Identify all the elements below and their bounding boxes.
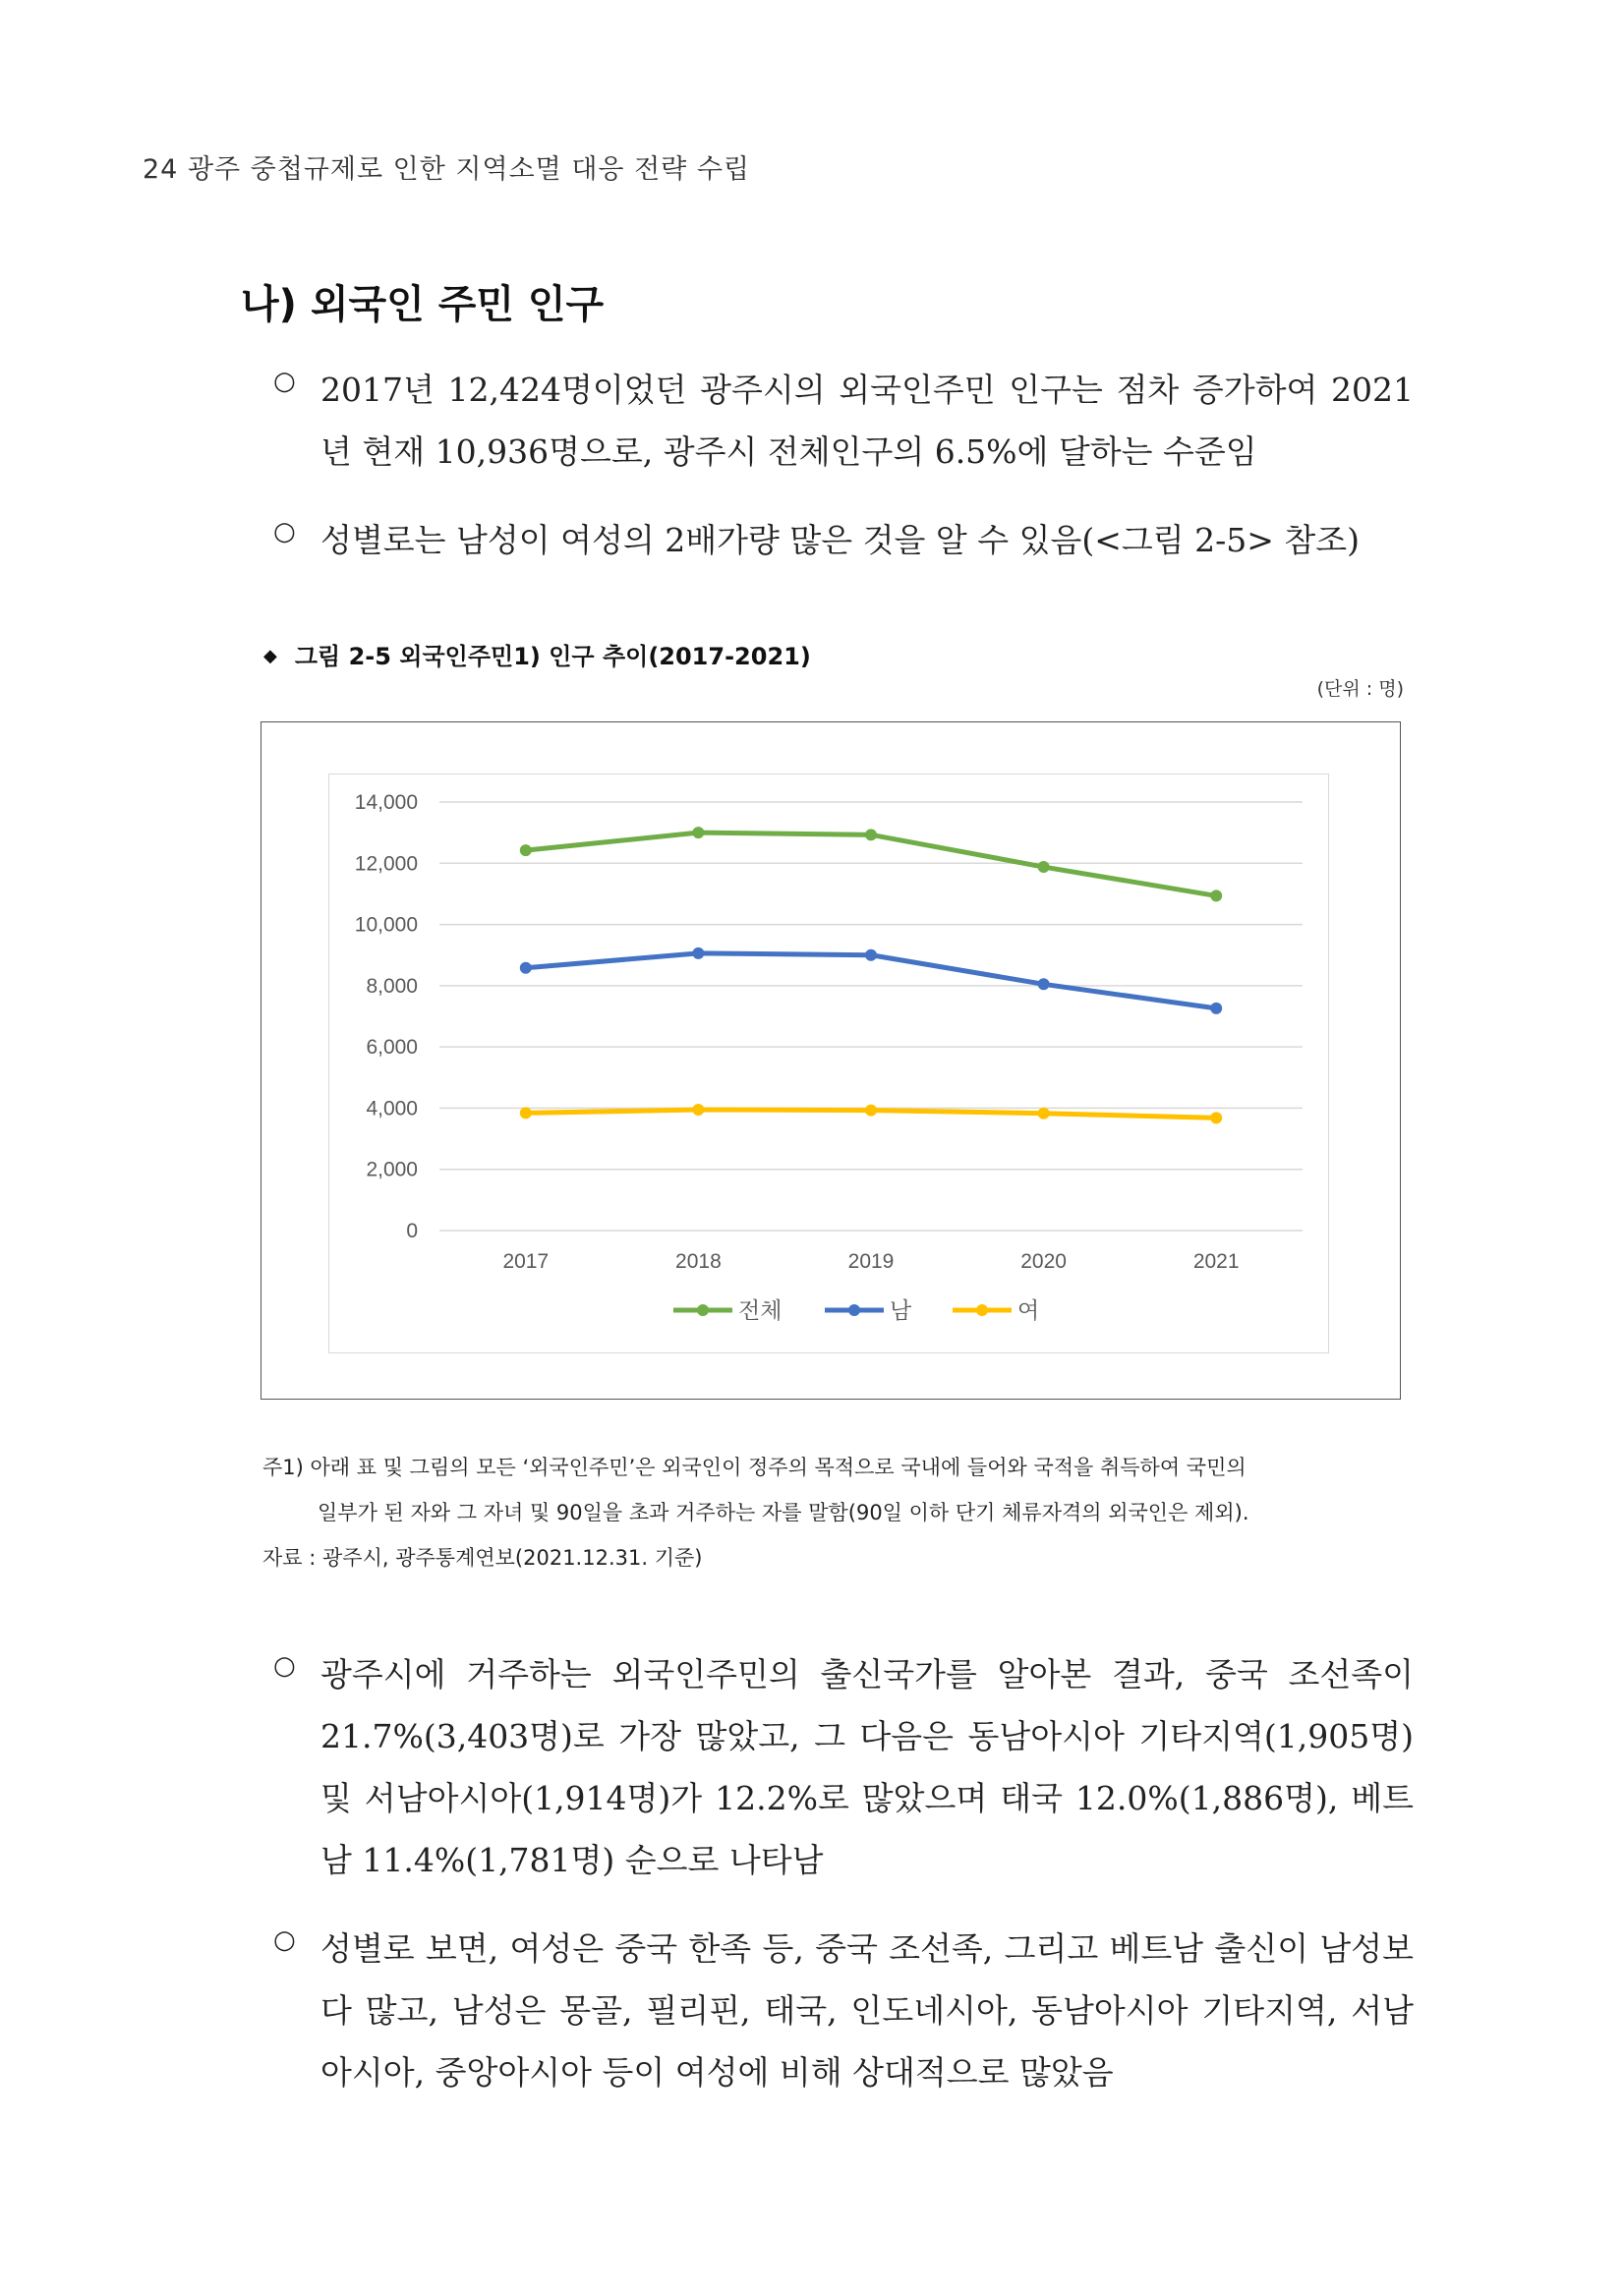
bullet-item [273,509,1414,571]
bullet-text: 성별로는 남성이 여성의 2배가량 많은 것을 알 수 있음(<그림 2-5> 참조) [320,521,1361,559]
bullet-item [273,359,1414,483]
data-point [1210,1112,1222,1123]
bullet-mark: ○ [273,367,296,396]
note-line: 주1) 아래 표 및 그림의 모든 ‘외국인주민’은 외국인이 정주의 목적으로 국내에 들어와 국적을 취득하여 국민의 [262,1456,1247,1479]
y-tick-label: 14,000 [354,791,418,814]
legend-marker [976,1304,988,1316]
bullet-text: 광주시에 거주하는 외국인주민의 출신국가를 알아본 결과, 중국 조선족이 21.7%(3,403명)로 가장 많았고, 그 다음은 동남아시아 기타지역(1,905명) 및 서남아시아(1,914명)가 12.2%로 많았으며 태국 12.0%(1,886명), 베트남 11.4%(1,781명) 순으로 나타남 [320,1655,1414,1879]
legend-marker [697,1304,709,1316]
series-line-전체 [526,832,1216,895]
unit-label: (단위 : 명) [1316,678,1404,700]
y-tick-label: 12,000 [354,852,418,876]
bullet-mark: ○ [273,1651,296,1681]
data-point [1038,1108,1050,1119]
section-title: 나) 외국인 주민 인구 [241,282,605,327]
bullet-mark: ○ [273,517,296,546]
data-point [1210,1003,1222,1014]
diamond-icon: ◆ [263,646,277,666]
data-point [692,827,704,838]
data-point [865,829,877,840]
x-tick-label: 2021 [1192,1250,1240,1273]
bullet-text: 2017년 12,424명이었던 광주시의 외국인주민 인구는 점차 증가하여 2021년 현재 10,936명으로, 광주시 전체인구의 6.5%에 달하는 수준임 [320,371,1414,471]
bullet-text: 성별로 보면, 여성은 중국 한족 등, 중국 조선족, 그리고 베트남 출신이 남성보다 많고, 남성은 몽골, 필리핀, 태국, 인도네시아, 동남아시아 기타지역, 서남아시아, 중앙아시아 등이 여성에 비해 상대적으로 많았음 [320,1929,1414,2092]
data-point [1038,861,1050,873]
data-point [865,1105,877,1117]
data-point [865,949,877,961]
legend-label: 남 [890,1298,912,1324]
legend-marker [848,1304,860,1316]
y-tick-label: 8,000 [366,974,418,998]
y-tick-label: 4,000 [366,1097,418,1120]
y-tick-label: 2,000 [366,1158,418,1181]
data-point [1038,978,1050,990]
line-chart [329,775,1327,1351]
data-point [520,962,532,974]
figure-caption [263,637,811,671]
data-point [1210,890,1222,901]
bullet-mark: ○ [273,1925,296,1955]
chart-area [328,774,1329,1353]
series-line-남 [526,953,1216,1008]
legend-label: 여 [1017,1298,1040,1324]
x-tick-label: 2019 [847,1250,895,1273]
y-tick-label: 0 [406,1220,418,1242]
source-line: 자료 : 광주시, 광주통계연보(2021.12.31. 기준) [262,1546,703,1570]
x-tick-label: 2018 [675,1250,722,1273]
y-tick-label: 10,000 [354,913,418,937]
y-tick-label: 6,000 [366,1036,418,1060]
data-point [692,947,704,959]
figure-caption-text: 그림 2-5 외국인주민1) 인구 추이(2017-2021) [294,643,811,670]
chart-frame [261,721,1401,1400]
bullet-item [273,1643,1414,1891]
note-line: 일부가 된 자와 그 자녀 및 90일을 초과 거주하는 자를 말함(90일 이하 단기 체류자격의 외국인은 제외). [318,1501,1249,1524]
bullet-item [273,1918,1414,2103]
x-tick-label: 2020 [1020,1250,1067,1273]
page-header: 24 광주 중첩규제로 인한 지역소멸 대응 전략 수립 [143,154,750,185]
data-point [520,1107,532,1119]
data-point [692,1104,704,1116]
legend-label: 전체 [738,1298,783,1324]
data-point [520,844,532,856]
x-tick-label: 2017 [502,1250,550,1273]
